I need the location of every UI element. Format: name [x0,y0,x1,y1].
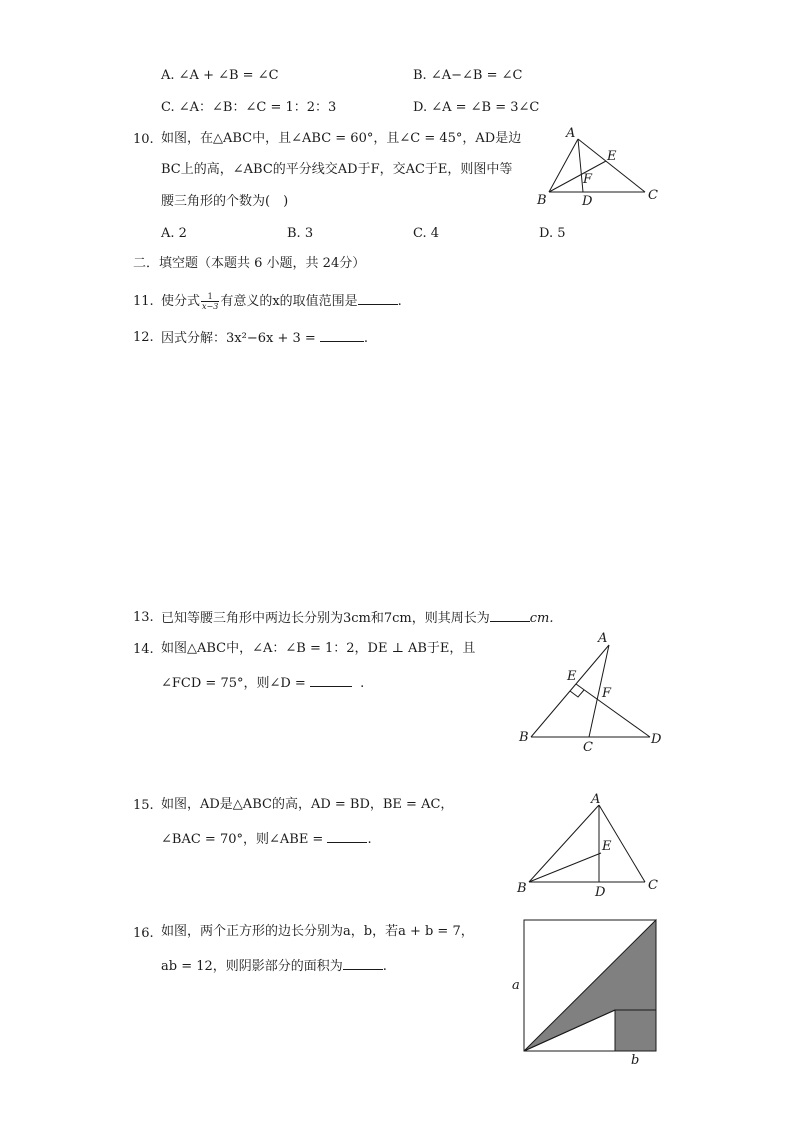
q12-end: . [363,331,369,346]
q15-label-e: E [602,839,612,854]
q12-expression: 因式分解：3x²−6x + 3 = [161,331,316,346]
q16-label-b: b [631,1053,640,1068]
q14-label-d: D [651,732,662,747]
q14-label-f: F [602,686,612,701]
q16-small-square [615,1010,656,1051]
q14-line-2-text: ∠FCD = 75°，则∠D = [161,676,306,691]
q16-label-a: a [512,978,520,993]
q9-option-b: B. ∠A−∠B = ∠C [413,68,523,83]
q13-number: 13. [133,610,154,625]
q10-line-2: BC上的高，∠ABC的平分线交AD于F，交AC于E，则图中等 [161,162,513,177]
q10-label-a: A [566,126,576,141]
q11-number: 11. [133,294,154,309]
q14-label-a: A [598,631,608,646]
q10-label-c: C [648,188,658,203]
q16-number: 16. [133,926,154,941]
q13-statement: 已知等腰三角形中两边长分别为3cm和7cm，则其周长为 [161,611,490,626]
q15-label-c: C [648,878,658,893]
q10-label-f: F [583,172,593,187]
q15-number: 15. [133,798,154,813]
q9-option-c: C. ∠A：∠B：∠C = 1：2：3 [161,100,337,115]
q15-line-1: 如图，AD是△ABC的高，AD = BD，BE = AC， [161,797,454,812]
q16-end: . [382,959,387,974]
q16-line-2-text: ab = 12，则阴影部分的面积为 [161,959,343,974]
q10-option-c: C. 4 [413,226,440,241]
q10-label-b: B [537,193,547,208]
q15-line-2-text: ∠BAC = 70°，则∠ABE = [161,832,324,847]
q10-line-1: 如图，在△ABC中，且∠ABC = 60°，且∠C = 45°，AD是边 [161,131,522,146]
q11-suffix: 有意义的x的取值范围是 [220,294,358,309]
q11-prefix: 使分式 [161,294,201,309]
q15-label-a: A [591,792,601,807]
q11-fraction-denominator: x−3 [202,302,219,311]
q10-option-b: B. 3 [287,226,314,241]
q9-option-d: D. ∠A = ∠B = 3∠C [413,100,540,115]
q12-number: 12. [133,330,154,345]
q10-label-d: D [582,194,593,209]
q14-line-1: 如图△ABC中，∠A：∠B = 1：2，DE ⊥ AB于E，且 [161,641,476,656]
q14-end: . [360,676,365,691]
q10-option-d: D. 5 [539,226,566,241]
section-2-heading: 二．填空题（本题共 6 小题，共 24分） [133,256,366,271]
q15-end: . [367,832,372,847]
q14-number: 14. [133,642,154,657]
q10-label-e: E [607,149,617,164]
q11-end: . [397,294,402,309]
q11-fraction-numerator: 1 [201,292,219,302]
q10-number: 10. [133,132,154,147]
q14-label-b: B [519,730,529,745]
q9-option-a: A. ∠A + ∠B = ∠C [161,68,279,83]
q14-label-e: E [567,669,577,684]
q13-unit: cm. [529,611,554,626]
q16-line-1: 如图，两个正方形的边长分别为a，b，若a + b = 7， [161,924,474,939]
q15-label-d: D [595,885,606,900]
q10-line-3: 腰三角形的个数为( ) [161,194,289,209]
q10-option-a: A. 2 [161,226,187,241]
q15-label-b: B [517,881,527,896]
q14-label-c: C [583,740,593,755]
